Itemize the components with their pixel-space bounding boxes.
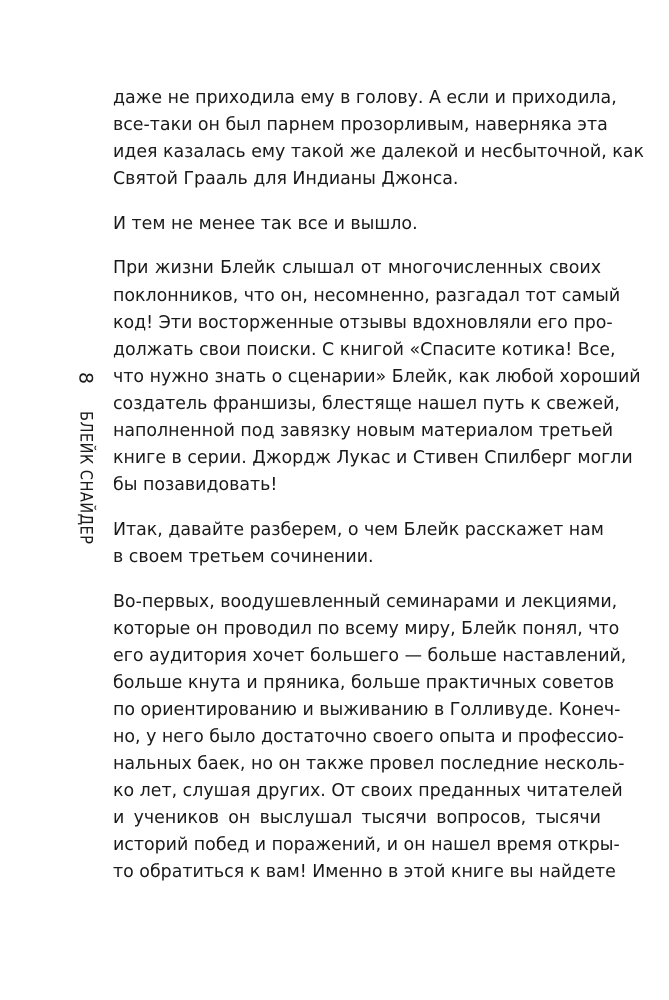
text-line: которые он проводил по всему миру, Блейк понял, что — [113, 618, 620, 639]
text-line: И тем не менее так все и вышло. — [113, 213, 418, 234]
text-line: должать свои поиски. С книгой «Спасите котика! Все, — [113, 339, 616, 360]
text-line: больше кнута и пряника, больше практичных советов — [113, 672, 615, 693]
text-line: создатель франшизы, блестяще нашел путь к свежей, — [113, 393, 620, 414]
text-line: код! Эти восторженные отзывы вдохновляли его про- — [113, 312, 613, 333]
text-line: Святой Грааль для Индианы Джонса. — [113, 169, 459, 190]
text-line: При жизни Блейк слышал от многочисленных своих — [113, 258, 601, 279]
paragraph — [113, 589, 627, 887]
running-head-author: БЛЕЙК СНАЙДЕР — [75, 410, 96, 545]
text-line: бы позавидовать! — [113, 475, 278, 496]
paragraph — [113, 517, 604, 571]
text-line: наполненной под завязку новым материалом третьей — [113, 421, 614, 442]
text-line: книге в серии. Джордж Лукас и Стивен Спилберг могли — [113, 448, 633, 469]
text-line: Итак, давайте разберем, о чем Блейк расскажет нам — [113, 519, 604, 540]
page-number: 8 — [74, 372, 97, 385]
text-line: то обратиться к вам! Именно в этой книге вы найдете — [113, 862, 616, 883]
body-text — [113, 85, 644, 904]
text-line: ко лет, слушая других. От своих преданных читателей — [113, 781, 623, 802]
sidebar-text — [76, 372, 95, 566]
paragraph — [113, 211, 601, 238]
paragraph — [113, 85, 644, 193]
text-line: и учеников он выслушал тысячи вопросов, тысячи — [113, 808, 601, 829]
text-line: историй побед и поражений, и он нашел время откры- — [113, 835, 620, 856]
text-line: Во-первых, воодушевленный семинарами и лекциями, — [113, 591, 618, 612]
text-line: его аудитория хочет большего — больше наставлений, — [113, 645, 627, 666]
text-line: в своем третьем сочинении. — [113, 546, 374, 567]
text-line: но, у него было достаточно своего опыта и профессио- — [113, 726, 624, 747]
paragraph — [113, 255, 641, 499]
text-line: все-таки он был парнем прозорливым, наверняка эта — [113, 115, 608, 136]
text-line: что нужно знать о сценарии» Блейк, как любой хороший — [113, 366, 641, 387]
text-line: даже не приходила ему в голову. А если и приходила, — [113, 88, 617, 108]
text-line: по ориентированию и выживанию в Голливуде. Конеч- — [113, 699, 621, 720]
text-line: поклонников, что он, несомненно, разгадал тот самый — [113, 285, 621, 306]
page-sidebar — [67, 372, 103, 652]
text-line: нальных баек, но он также провел последние несколь- — [113, 754, 625, 775]
text-line: идея казалась ему такой же далекой и несбыточной, как — [113, 142, 644, 163]
